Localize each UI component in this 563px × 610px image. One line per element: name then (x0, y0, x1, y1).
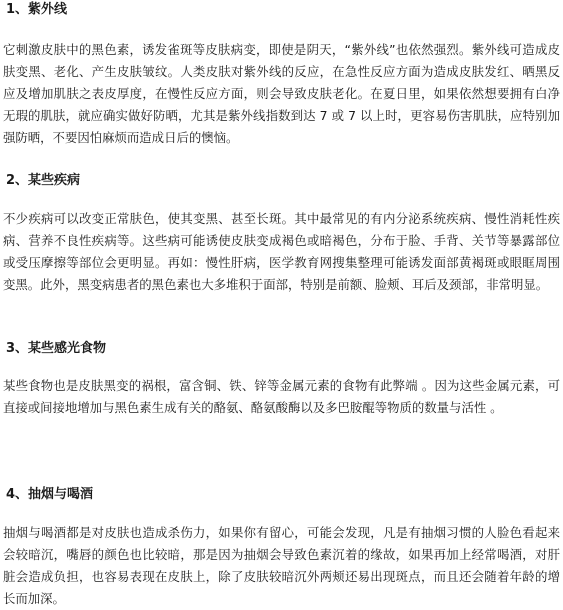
section-title-smoking-drinking: 4、抽烟与喝酒 (6, 487, 94, 502)
section-body-photosensitive-foods: 某些食物也是皮肤黑变的祸根，富含铜、铁、锌等金属元素的食物有此弊端 。因为这些金属元素，可直接或间接地增加与黑色素生成有关的酪氨、酪氨酸酶以及多巴胺醌等物质的数量与活性 。 (3, 378, 560, 415)
section-body-uv: 它刺激皮肤中的黑色素，诱发雀斑等皮肤病变，即使是阴天，“紫外线”也依然强烈。紫外线可造成皮肤变黑、老化、产生皮肤皱纹。人类皮肤对紫外线的反应，在急性反应方面为造成皮肤发红、晒黑反应及增加肌肤之表皮厚度，在慢性反应方面，则会导致皮肤老化。在夏日里，如果依然想要拥有白净无瑕的肌肤，就应确实做好防晒，尤其是紫外线指数到达 7 或 7 以上时，更容易伤害肌肤，应特别加强防晒，不要因怕麻烦而造成日后的懊恼。 (3, 42, 560, 145)
section-body-smoking-drinking: 抽烟与喝酒都是对皮肤也造成杀伤力，如果你有留心，可能会发现，凡是有抽烟习惯的人脸色看起来会较暗沉，嘴唇的颜色也比较暗，那是因为抽烟会导致色素沉着的缘故，如果再加上经常喝酒，对肝脏会造成负担，也容易表现在皮肤上，除了皮肤较暗沉外两颊还易出现斑点，而且还会随着年龄的增长而加深。 (3, 525, 560, 606)
section-title-photosensitive-foods: 3、某些感光食物 (6, 341, 107, 356)
section-body-diseases: 不少疾病可以改变正常肤色，使其变黑、甚至长斑。其中最常见的有内分泌系统疾病、慢性消耗性疾病、营养不良性疾病等。这些病可能诱使皮肤变成褐色或暗褐色，分布于脸、手背、关节等暴露部位或受压摩擦等部位会更明显。再如：慢性肝病，医学教育网搜集整理可能诱发面部黄褐斑或眼眶周围变黑。此外，黑变病患者的黑色素也大多堆积于面部，特别是前额、脸颊、耳后及颈部，非常明显。 (3, 211, 560, 292)
section-title-diseases: 2、某些疾病 (6, 173, 81, 188)
section-title-uv: 1、紫外线 (6, 2, 68, 17)
